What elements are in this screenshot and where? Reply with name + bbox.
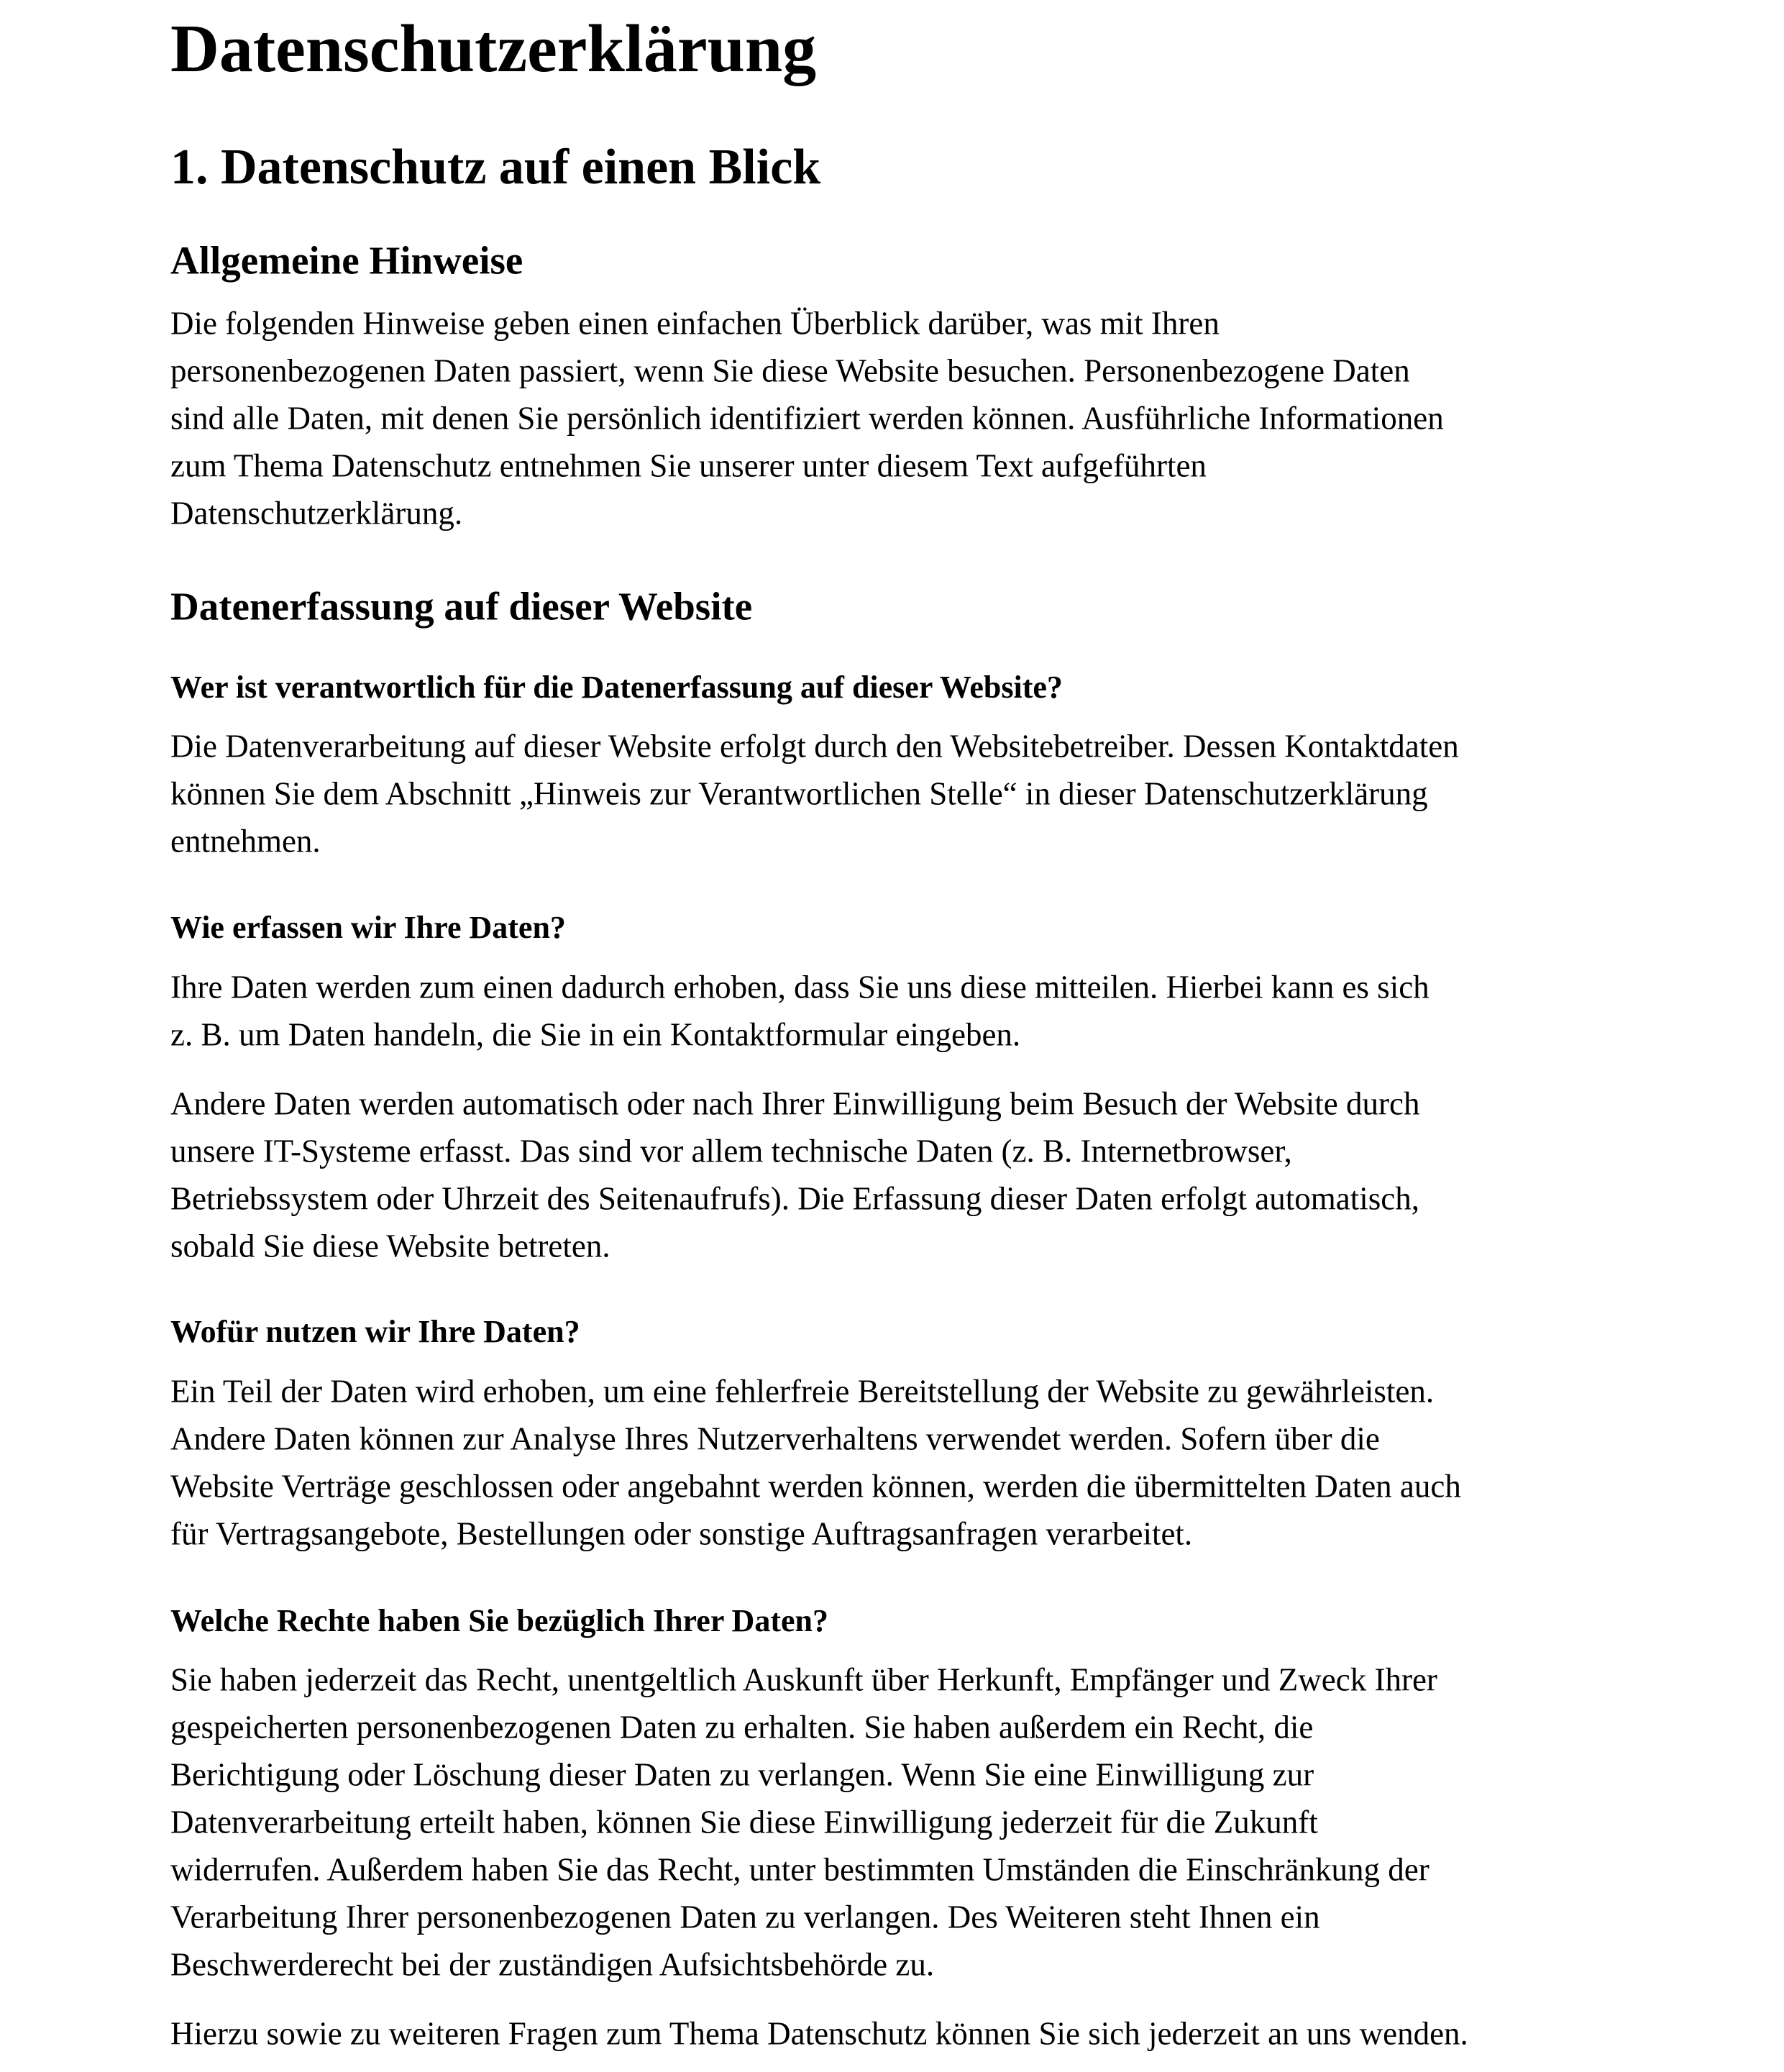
text-line: Ein Teil der Daten wird erhoben, um eine fehlerfreie Bereitstellung der Website zu gewährleisten. [170, 1373, 1435, 1410]
subsection-heading-data-collection: Datenerfassung auf dieser Website [170, 584, 753, 629]
section-heading: 1. Datenschutz auf einen Blick [170, 140, 821, 195]
text-line: Datenschutzerklärung. [170, 495, 463, 531]
text-line: Ihre Daten werden zum einen dadurch erhoben, dass Sie uns diese mitteilen. Hierbei kann es sich [170, 969, 1430, 1005]
text-line: gespeicherten personenbezogenen Daten zu erhalten. Sie haben außerdem ein Recht, die [170, 1709, 1314, 1745]
text-line: entnehmen. [170, 823, 321, 859]
text-line: Beschwerderecht bei der zuständigen Aufsichtsbehörde zu. [170, 1946, 935, 1983]
text-line: Datenverarbeitung erteilt haben, können Sie diese Einwilligung jederzeit für die Zukunft [170, 1804, 1318, 1840]
text-line: für Vertragsangebote, Bestellungen oder sonstige Auftragsanfragen verarbeitet. [170, 1515, 1193, 1552]
text-line: Die Datenverarbeitung auf dieser Website erfolgt durch den Websitebetreiber. Dessen Kontaktdaten [170, 728, 1459, 765]
text-line: Website Verträge geschlossen oder angebahnt werden können, werden die übermittelten Daten auch [170, 1468, 1461, 1505]
question-heading-how: Wie erfassen wir Ihre Daten? [170, 910, 566, 945]
text-line: Verarbeitung Ihrer personenbezogenen Daten zu verlangen. Des Weiteren steht Ihnen ein [170, 1899, 1320, 1935]
text-line: Die folgenden Hinweise geben einen einfachen Überblick darüber, was mit Ihren [170, 305, 1220, 342]
subsection-heading-general: Allgemeine Hinweise [170, 238, 523, 283]
text-line: personenbezogenen Daten passiert, wenn Sie diese Website besuchen. Personenbezogene Daten [170, 352, 1410, 389]
question-heading-why: Wofür nutzen wir Ihre Daten? [170, 1314, 580, 1349]
text-line: Andere Daten können zur Analyse Ihres Nutzerverhaltens verwendet werden. Sofern über die [170, 1420, 1380, 1457]
text-line: sind alle Daten, mit denen Sie persönlich identifiziert werden können. Ausführliche Informationen [170, 400, 1444, 437]
text-line: unsere IT-Systeme erfasst. Das sind vor allem technische Daten (z. B. Internetbrowser, [170, 1133, 1292, 1169]
text-line: Betriebssystem oder Uhrzeit des Seitenaufrufs). Die Erfassung dieser Daten erfolgt automatisch, [170, 1180, 1419, 1217]
text-line: sobald Sie diese Website betreten. [170, 1228, 610, 1264]
text-line: widerrufen. Außerdem haben Sie das Recht, unter bestimmten Umständen die Einschränkung der [170, 1851, 1430, 1888]
text-line: Hierzu sowie zu weiteren Fragen zum Thema Datenschutz können Sie sich jederzeit an uns wenden. [170, 2015, 1468, 2052]
text-line: können Sie dem Abschnitt „Hinweis zur Verantwortlichen Stelle“ in dieser Datenschutzerklärung [170, 775, 1428, 812]
question-heading-rights: Welche Rechte haben Sie bezüglich Ihrer Daten? [170, 1603, 828, 1638]
text-line: zum Thema Datenschutz entnehmen Sie unserer unter diesem Text aufgeführten [170, 447, 1207, 484]
page-title: Datenschutzerklärung [170, 12, 817, 86]
text-line: Berichtigung oder Löschung dieser Daten zu verlangen. Wenn Sie eine Einwilligung zur [170, 1756, 1314, 1793]
text-line: Andere Daten werden automatisch oder nach Ihrer Einwilligung beim Besuch der Website durch [170, 1085, 1420, 1122]
text-line: Sie haben jederzeit das Recht, unentgeltlich Auskunft über Herkunft, Empfänger und Zweck Ihrer [170, 1661, 1437, 1698]
question-heading-who: Wer ist verantwortlich für die Datenerfassung auf dieser Website? [170, 670, 1063, 705]
text-line: z. B. um Daten handeln, die Sie in ein Kontaktformular eingeben. [170, 1016, 1021, 1053]
